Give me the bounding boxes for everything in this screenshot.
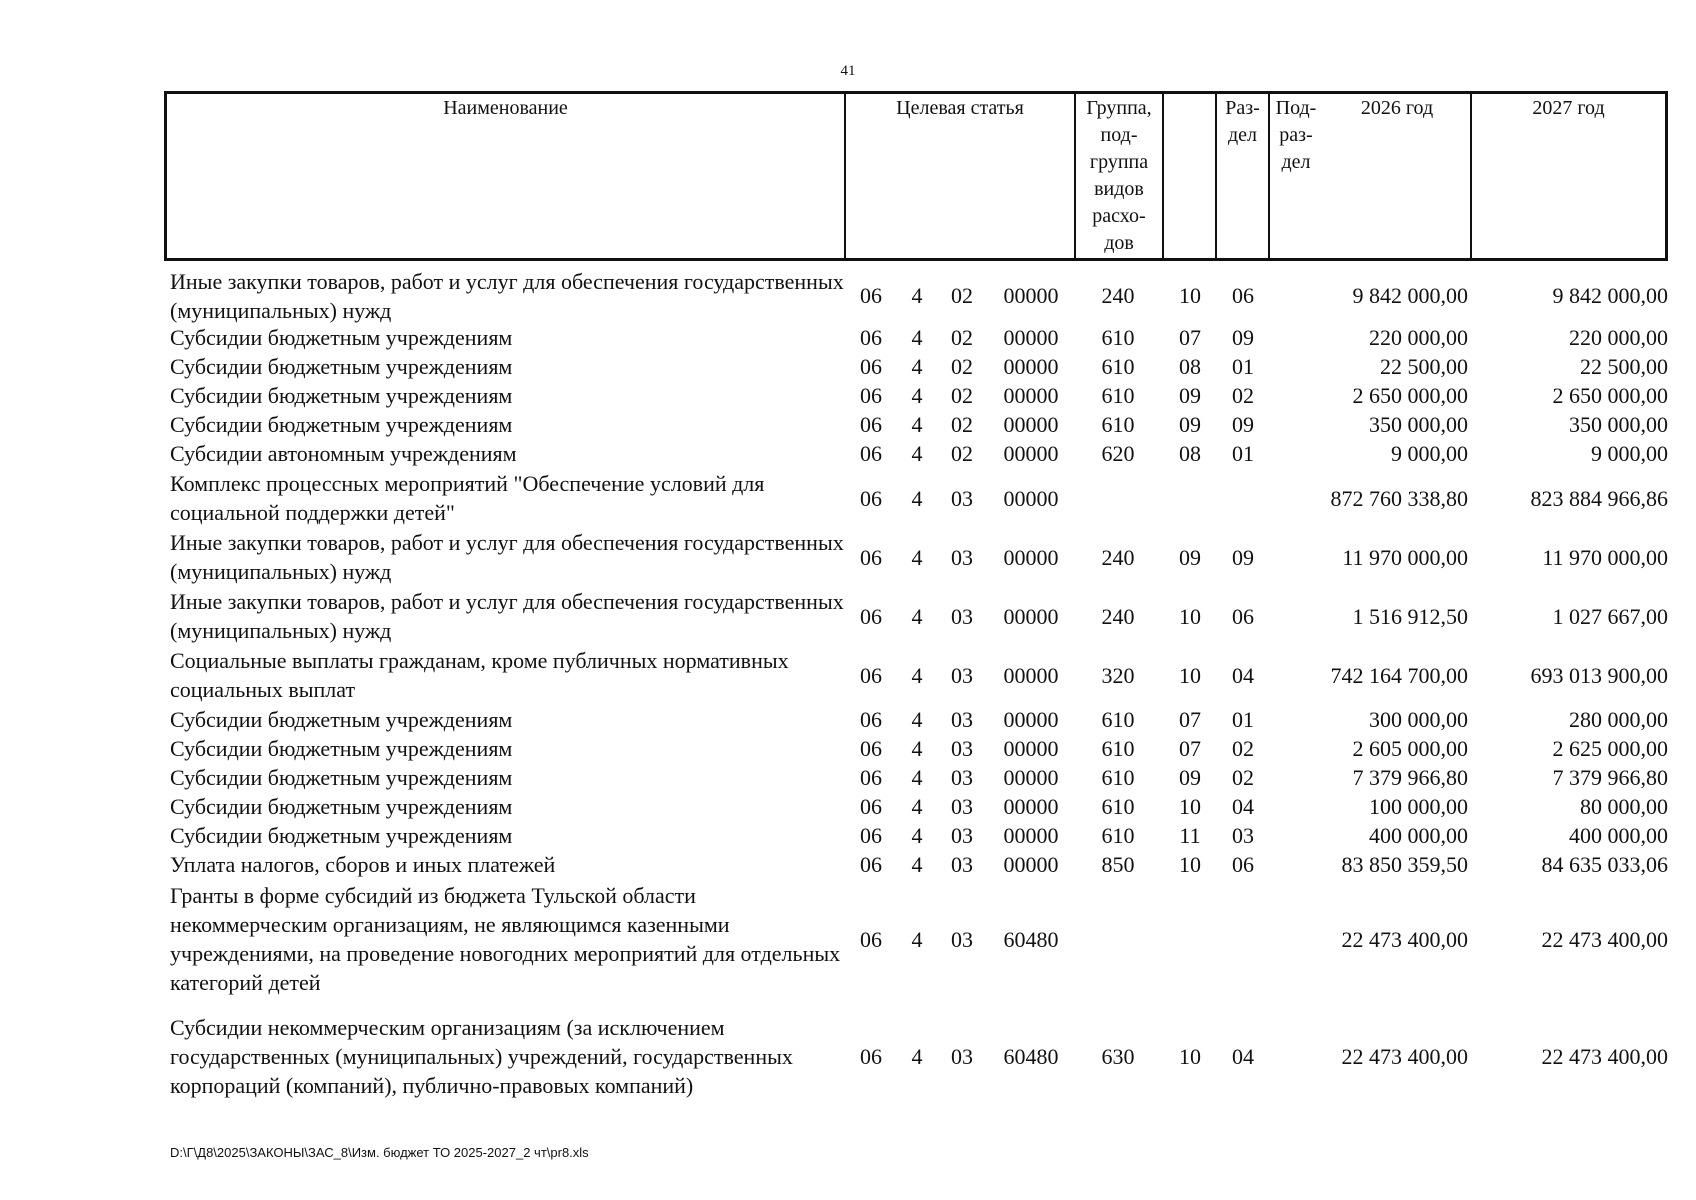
amount-2026: 83 850 359,50 (1341, 852, 1468, 877)
header-group-line: Группа, (1086, 97, 1152, 119)
header-group-line: видов (1094, 178, 1144, 200)
target-code-part: 03 (951, 707, 973, 732)
target-code-part: 03 (951, 927, 973, 952)
target-code-part: 06 (860, 354, 882, 379)
target-code-part: 4 (911, 283, 923, 308)
table-row (0, 439, 1696, 468)
row-name: Субсидии бюджетным учреждениям (170, 794, 513, 819)
target-code-part: 06 (860, 412, 882, 437)
target-code-part: 06 (860, 823, 882, 848)
header-subsection-line: Под- (1275, 97, 1317, 119)
amount-2026: 742 164 700,00 (1330, 663, 1468, 688)
amount-2026: 2 650 000,00 (1352, 383, 1468, 408)
table-row (0, 323, 1696, 352)
target-code-part: 03 (951, 604, 973, 629)
target-code-part: 4 (911, 604, 923, 629)
page-number: 41 (840, 63, 856, 79)
target-code-part: 00000 (1003, 604, 1059, 629)
row-name: Субсидии некоммерческим организациям (за исключением государственных (муниципальных) учреждений, государственных корпораций (компаний), публично-правовых компаний) (170, 1015, 793, 1098)
amount-2026: 1 516 912,50 (1352, 604, 1468, 629)
target-code-part: 00000 (1003, 325, 1059, 350)
expense-group: 850 (1101, 852, 1135, 877)
amount-2026: 11 970 000,00 (1342, 545, 1468, 570)
target-code-part: 4 (911, 1044, 923, 1069)
section-code: 07 (1179, 325, 1201, 350)
target-code-part: 4 (911, 325, 923, 350)
expense-group: 620 (1101, 441, 1135, 466)
expense-group: 610 (1101, 736, 1135, 761)
section-code: 09 (1179, 412, 1201, 437)
target-code-part: 03 (951, 823, 973, 848)
row-name: Комплекс процессных мероприятий "Обеспечение условий для социальной поддержки детей" (170, 471, 765, 525)
target-code-part: 4 (911, 486, 923, 511)
subsection-code: 06 (1232, 283, 1254, 308)
row-name: Социальные выплаты гражданам, кроме публичных нормативных социальных выплат (170, 648, 789, 702)
target-code-part: 06 (860, 765, 882, 790)
header-section (1217, 91, 1268, 261)
amount-2026: 350 000,00 (1369, 412, 1468, 437)
header-subsection-line: дел (1281, 151, 1311, 173)
table-row (0, 792, 1696, 821)
amount-2026: 22 473 400,00 (1341, 927, 1468, 952)
subsection-code: 04 (1232, 794, 1254, 819)
table-row (0, 821, 1696, 850)
expense-group: 610 (1101, 325, 1135, 350)
section-code: 10 (1179, 1044, 1201, 1069)
amount-2027: 80 000,00 (1580, 794, 1668, 819)
file-path-footer: D:\Г\Д8\2025\ЗАКОНЫ\ЗАС_8\Изм. бюджет ТО 2025-2027_2 чт\pr8.xls (170, 1145, 589, 1160)
expense-group: 610 (1101, 823, 1135, 848)
row-name: Иные закупки товаров, работ и услуг для обеспечения государственных (муниципальных) нужд (170, 589, 844, 643)
table-row (0, 469, 1696, 527)
target-code-part: 06 (860, 441, 882, 466)
target-code-part: 06 (860, 794, 882, 819)
subsection-code: 03 (1232, 823, 1254, 848)
row-name: Иные закупки товаров, работ и услуг для обеспечения государственных (муниципальных) нужд (170, 269, 844, 323)
amount-2026: 220 000,00 (1369, 325, 1468, 350)
target-code-part: 4 (911, 545, 923, 570)
target-code-part: 4 (911, 383, 923, 408)
table-row (0, 410, 1696, 439)
target-code-part: 06 (860, 736, 882, 761)
target-code-part: 03 (951, 736, 973, 761)
target-code-part: 00000 (1003, 736, 1059, 761)
expense-group: 610 (1101, 412, 1135, 437)
amount-2027: 220 000,00 (1569, 325, 1668, 350)
expense-group: 630 (1101, 1044, 1135, 1069)
amount-2027: 693 013 900,00 (1530, 663, 1668, 688)
expense-group: 240 (1101, 604, 1135, 629)
subsection-code: 02 (1232, 765, 1254, 790)
target-code-part: 4 (911, 707, 923, 732)
target-code-part: 00000 (1003, 663, 1059, 688)
section-code: 07 (1179, 707, 1201, 732)
expense-group: 240 (1101, 545, 1135, 570)
amount-2026: 7 379 966,80 (1352, 765, 1468, 790)
section-code: 09 (1179, 765, 1201, 790)
table-row (0, 587, 1696, 645)
header-group (1076, 91, 1162, 261)
section-code: 10 (1179, 852, 1201, 877)
header-group-line: расхо- (1092, 205, 1146, 227)
target-code-part: 60480 (1003, 927, 1059, 952)
row-name: Субсидии бюджетным учреждениям (170, 823, 513, 848)
subsection-code: 06 (1232, 852, 1254, 877)
table-row (0, 705, 1696, 734)
target-code-part: 60480 (1003, 1044, 1059, 1069)
target-code-part: 03 (951, 663, 973, 688)
target-code-part: 03 (951, 852, 973, 877)
table-row (0, 881, 1696, 999)
target-code-part: 06 (860, 852, 882, 877)
header-target-article: Целевая статья (896, 97, 1024, 119)
amount-2027: 2 650 000,00 (1552, 383, 1668, 408)
header-group-line: группа (1089, 151, 1149, 173)
target-code-part: 02 (951, 325, 973, 350)
expense-group: 610 (1101, 354, 1135, 379)
target-code-part: 00000 (1003, 441, 1059, 466)
header-year-2027: 2027 год (1532, 97, 1605, 119)
subsection-code: 01 (1232, 354, 1254, 379)
subsection-code: 09 (1232, 325, 1254, 350)
header-subsection-line: раз- (1279, 124, 1313, 146)
amount-2027: 7 379 966,80 (1552, 765, 1668, 790)
target-code-part: 4 (911, 736, 923, 761)
section-code: 08 (1179, 354, 1201, 379)
amount-2027: 11 970 000,00 (1542, 545, 1668, 570)
section-code: 10 (1179, 794, 1201, 819)
row-name: Иные закупки товаров, работ и услуг для обеспечения государственных (муниципальных) нужд (170, 530, 844, 584)
target-code-part: 03 (951, 794, 973, 819)
header-group-line: дов (1104, 232, 1134, 254)
header-section-line: дел (1227, 124, 1258, 146)
amount-2027: 400 000,00 (1569, 823, 1668, 848)
target-code-part: 02 (951, 441, 973, 466)
target-code-part: 02 (951, 412, 973, 437)
row-name: Уплата налогов, сборов и иных платежей (170, 852, 556, 877)
target-code-part: 06 (860, 383, 882, 408)
section-code: 07 (1179, 736, 1201, 761)
section-code: 09 (1179, 545, 1201, 570)
table-row (0, 646, 1696, 704)
target-code-part: 00000 (1003, 412, 1059, 437)
row-name: Субсидии автономным учреждениям (170, 441, 517, 466)
expense-group: 610 (1101, 707, 1135, 732)
target-code-part: 00000 (1003, 283, 1059, 308)
row-name: Субсидии бюджетным учреждениям (170, 325, 513, 350)
table-row (0, 1013, 1696, 1101)
table-row (0, 528, 1696, 586)
row-name: Субсидии бюджетным учреждениям (170, 736, 513, 761)
amount-2027: 823 884 966,86 (1530, 486, 1668, 511)
amount-2027: 9 000,00 (1591, 441, 1668, 466)
expense-group: 610 (1101, 383, 1135, 408)
amount-2027: 9 842 000,00 (1552, 283, 1668, 308)
section-code: 09 (1179, 383, 1201, 408)
table-row (0, 850, 1696, 879)
target-code-part: 00000 (1003, 765, 1059, 790)
amount-2026: 22 500,00 (1380, 354, 1468, 379)
target-code-part: 03 (951, 765, 973, 790)
target-code-part: 06 (860, 486, 882, 511)
expense-group: 320 (1101, 663, 1135, 688)
amount-2026: 300 000,00 (1369, 707, 1468, 732)
target-code-part: 4 (911, 927, 923, 952)
subsection-code: 09 (1232, 545, 1254, 570)
table-row (0, 734, 1696, 763)
target-code-part: 06 (860, 545, 882, 570)
expense-group: 240 (1101, 283, 1135, 308)
amount-2027: 2 625 000,00 (1552, 736, 1668, 761)
table-row (0, 352, 1696, 381)
target-code-part: 4 (911, 794, 923, 819)
table-row (0, 763, 1696, 792)
amount-2027: 84 635 033,06 (1541, 852, 1668, 877)
target-code-part: 06 (860, 325, 882, 350)
table-header (164, 91, 1668, 261)
target-code-part: 4 (911, 441, 923, 466)
subsection-code: 09 (1232, 412, 1254, 437)
target-code-part: 00000 (1003, 383, 1059, 408)
target-code-part: 06 (860, 927, 882, 952)
target-code-part: 00000 (1003, 545, 1059, 570)
section-code: 10 (1179, 283, 1201, 308)
header-section-line: Раз- (1225, 97, 1260, 119)
target-code-part: 00000 (1003, 852, 1059, 877)
target-code-part: 03 (951, 1044, 973, 1069)
row-name: Гранты в форме субсидий из бюджета Тульской области некоммерческим организациям, не являющимся казенными учреждениями, на проведение новогодних мероприятий для отдельных категорий детей (170, 883, 841, 995)
section-code: 10 (1179, 604, 1201, 629)
table-row (0, 381, 1696, 410)
target-code-part: 06 (860, 283, 882, 308)
target-code-part: 4 (911, 663, 923, 688)
header-year-2026: 2026 год (1360, 97, 1434, 119)
target-code-part: 03 (951, 486, 973, 511)
amount-2026: 100 000,00 (1369, 794, 1468, 819)
target-code-part: 00000 (1003, 794, 1059, 819)
amount-2027: 280 000,00 (1569, 707, 1668, 732)
target-code-part: 06 (860, 1044, 882, 1069)
row-name: Субсидии бюджетным учреждениям (170, 383, 513, 408)
target-code-part: 02 (951, 283, 973, 308)
header-group-line: под- (1100, 124, 1138, 146)
target-code-part: 00000 (1003, 354, 1059, 379)
target-code-part: 00000 (1003, 823, 1059, 848)
target-code-part: 4 (911, 765, 923, 790)
row-name: Субсидии бюджетным учреждениям (170, 707, 513, 732)
row-name: Субсидии бюджетным учреждениям (170, 412, 513, 437)
amount-2027: 350 000,00 (1569, 412, 1668, 437)
target-code-part: 4 (911, 354, 923, 379)
target-code-part: 03 (951, 545, 973, 570)
target-code-part: 06 (860, 663, 882, 688)
subsection-code: 02 (1232, 736, 1254, 761)
amount-2027: 22 473 400,00 (1541, 927, 1668, 952)
target-code-part: 4 (911, 823, 923, 848)
amount-2027: 1 027 667,00 (1552, 604, 1668, 629)
subsection-code: 02 (1232, 383, 1254, 408)
header-name: Наименование (443, 97, 568, 119)
amount-2026: 9 842 000,00 (1352, 283, 1468, 308)
row-name: Субсидии бюджетным учреждениям (170, 765, 513, 790)
target-code-part: 00000 (1003, 486, 1059, 511)
amount-2027: 22 500,00 (1580, 354, 1668, 379)
header-subsection (1270, 91, 1322, 261)
row-name: Субсидии бюджетным учреждениям (170, 354, 513, 379)
subsection-code: 06 (1232, 604, 1254, 629)
target-code-part: 06 (860, 707, 882, 732)
amount-2026: 400 000,00 (1369, 823, 1468, 848)
subsection-code: 01 (1232, 441, 1254, 466)
amount-2026: 22 473 400,00 (1341, 1044, 1468, 1069)
subsection-code: 04 (1232, 663, 1254, 688)
amount-2027: 22 473 400,00 (1541, 1044, 1668, 1069)
amount-2026: 2 605 000,00 (1352, 736, 1468, 761)
section-code: 11 (1179, 823, 1201, 848)
divider (1162, 91, 1164, 261)
target-code-part: 02 (951, 354, 973, 379)
target-code-part: 00000 (1003, 707, 1059, 732)
expense-group: 610 (1101, 765, 1135, 790)
subsection-code: 01 (1232, 707, 1254, 732)
section-code: 10 (1179, 663, 1201, 688)
target-code-part: 4 (911, 412, 923, 437)
target-code-part: 4 (911, 852, 923, 877)
amount-2026: 9 000,00 (1391, 441, 1468, 466)
section-code: 08 (1179, 441, 1201, 466)
subsection-code: 04 (1232, 1044, 1254, 1069)
header-right-border (1665, 91, 1668, 261)
table-row (0, 267, 1696, 323)
target-code-part: 06 (860, 604, 882, 629)
target-code-part: 02 (951, 383, 973, 408)
expense-group: 610 (1101, 794, 1135, 819)
amount-2026: 872 760 338,80 (1330, 486, 1468, 511)
